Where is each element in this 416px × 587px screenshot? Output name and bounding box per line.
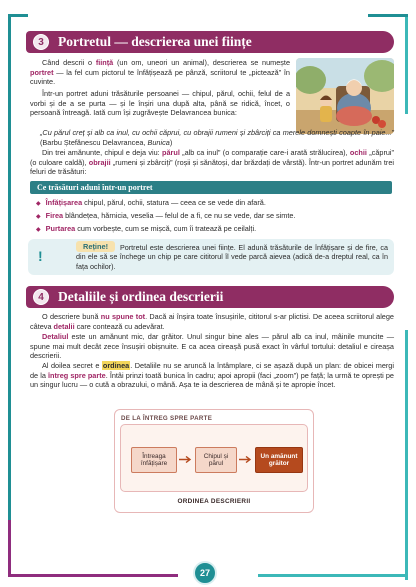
remember-tag: Reține! xyxy=(76,241,115,252)
page-frame-left-accent xyxy=(8,520,11,575)
paragraph-three-details xyxy=(30,148,394,177)
section-number-badge: 4 xyxy=(33,289,49,305)
page-frame-right-top xyxy=(368,14,408,17)
section-3-header xyxy=(26,31,394,53)
term-portret: portret xyxy=(30,67,54,77)
text: . Detaliile nu se aruncă la întâmplare, ci se așază după un plan: de obicei mergi de la xyxy=(30,361,394,380)
text: Când descrii o xyxy=(42,58,96,67)
term-fiinta: ființă xyxy=(95,58,114,67)
text: „alb ca inul” (o comparație care-i arată strălucirea), xyxy=(179,148,350,157)
text: . Întâi prinzi toată bunica în cadru; apoi apropii (faci „zoom”) pe față; la urmă te oprești pe un singur lucru — o cută a obrazului, o mână. Așa te ia descrierea de mână și te apropie încet. xyxy=(30,370,394,390)
text: Al doilea secret e xyxy=(42,361,102,370)
text: (un om, uneori un animal), descrierea se numește xyxy=(113,58,290,67)
bullet-icon: ◆ xyxy=(36,214,41,220)
quote-work-title: Bunica xyxy=(147,137,170,147)
exclamation-icon: ! xyxy=(38,248,43,264)
diagram-top-label: DE LA ÎNTREG SPRE PARTE xyxy=(121,415,213,422)
bullet-icon: ◆ xyxy=(36,227,41,233)
page-frame-bottom-left xyxy=(8,574,178,577)
term-obrajii: obrajii xyxy=(88,157,111,167)
term-parul: părul xyxy=(162,148,180,157)
paragraph-detail xyxy=(30,332,394,361)
page-frame-right xyxy=(405,14,408,114)
term-ordinea: ordinea xyxy=(102,361,130,370)
arrow-right-icon xyxy=(239,456,253,463)
page-frame-bottom-right xyxy=(258,574,408,577)
description-order-diagram xyxy=(114,409,314,513)
term-detaliul: Detaliul xyxy=(42,332,69,341)
quote-source: (Barbu Ștefănescu Delavrancea, xyxy=(40,137,148,147)
grandmother-illustration xyxy=(296,58,394,134)
section-title: Portretul — descrierea unei ființe xyxy=(58,34,252,49)
bullet-text: cum vorbește, cum se mișcă, cum îi tratează pe ceilalți. xyxy=(75,224,257,233)
bullet-term: Înfățișarea xyxy=(45,198,83,207)
illustration-image xyxy=(296,58,394,134)
quote-text: „Cu părul creț și alb ca inul, cu ochii căprui, cu obrajii rumeni și zbârciți ca merele domnești coapte în paie...” xyxy=(40,128,394,137)
diagram-bottom-label: ORDINEA DESCRIERII xyxy=(177,498,251,505)
list-item xyxy=(36,211,296,223)
section-number-badge: 3 xyxy=(33,34,49,50)
list-item xyxy=(36,224,256,236)
text: — la fel cum pictorul te înfățișează pe pânză, scriitorul te „pictează” în cuvinte. xyxy=(30,67,290,87)
remember-box xyxy=(28,239,394,275)
paragraph-intro xyxy=(30,58,290,87)
section-4-header xyxy=(26,286,394,308)
arrow-right-icon xyxy=(179,456,193,463)
bullet-icon: ◆ xyxy=(36,201,41,207)
traits-subheading: Ce trăsături aduni într-un portret xyxy=(30,181,392,194)
bullet-term: Purtarea xyxy=(45,224,76,233)
diagram-step-face: Chipul și părul xyxy=(195,447,237,473)
page-frame-right-lower xyxy=(405,330,408,580)
text: . Dacă ai înșira toate însușirile, cititorul s-ar plictisi. De aceea scriitorul alege câteva xyxy=(30,312,394,331)
diagram-step-detail: Un amănunt grăitor xyxy=(255,447,303,473)
bullet-text: chipul, părul, ochii, statura — ceea ce se vede din afară. xyxy=(82,198,266,207)
text: „rumeni și zbârciți” (roșii și sănătoși, dar brăzdați de vârstă). Într-un portret adunăm trei feluri de trăsături: xyxy=(30,157,394,177)
paragraph-order xyxy=(30,361,394,390)
paragraph-good-description xyxy=(30,312,394,331)
term-detalii: detalii xyxy=(53,321,75,331)
page-frame-left xyxy=(8,14,11,554)
term-ochii: ochii xyxy=(349,148,367,157)
quote-close: ) xyxy=(169,137,173,147)
page-number: 27 xyxy=(193,561,217,585)
section-title: Detaliile și ordinea descrierii xyxy=(58,289,224,304)
text: Din trei amănunte, chipul e deja viu: xyxy=(42,148,163,157)
bullet-text: blândețea, hărnicia, veselia — felul de a fi, ce nu se vede, dar se simte. xyxy=(63,211,296,220)
text: O descriere bună xyxy=(42,312,101,321)
paragraph-portrait-traits: Într-un portret aduni trăsăturile persoanei — chipul, părul, ochii, felul de a vorbi și de a se purta — și le înșiri una după alta, până se ridică, încet, o persoană întreagă. Iată cum își zugrăvește Delavrancea bunica: xyxy=(30,89,290,118)
bullet-term: Firea xyxy=(45,211,64,220)
term-nu-spune-tot: nu spune tot xyxy=(100,312,146,321)
remember-text: Portretul este descrierea unei ființe. El adună trăsăturile de înfățișare și de fire, ca din ele să se închege un chip pe care cititorul îl vede parcă aievea (adică de-a dreptul real, ca în fața ochilor). xyxy=(76,243,388,271)
term-intreg-spre-parte: întreg spre parte xyxy=(47,370,106,380)
text: este un amănunt mic, dar grăitor. Unul singur bine ales — părul alb ca inul, mâinile muncite — spune mai mult decât zece însușiri obișnuite. E ca acea cireașă pusă exact în vârful tortului: detaliul e cireașa descrierii. xyxy=(30,332,394,361)
diagram-flow-panel xyxy=(120,424,308,492)
text: „căprui” (o culoare caldă), xyxy=(30,148,394,167)
quote-block xyxy=(30,128,394,147)
diagram-step-whole: Întreaga înfățișare xyxy=(131,447,177,473)
list-item xyxy=(36,198,266,210)
page-frame-top xyxy=(8,14,28,17)
text: care contează cu adevărat. xyxy=(74,321,165,331)
